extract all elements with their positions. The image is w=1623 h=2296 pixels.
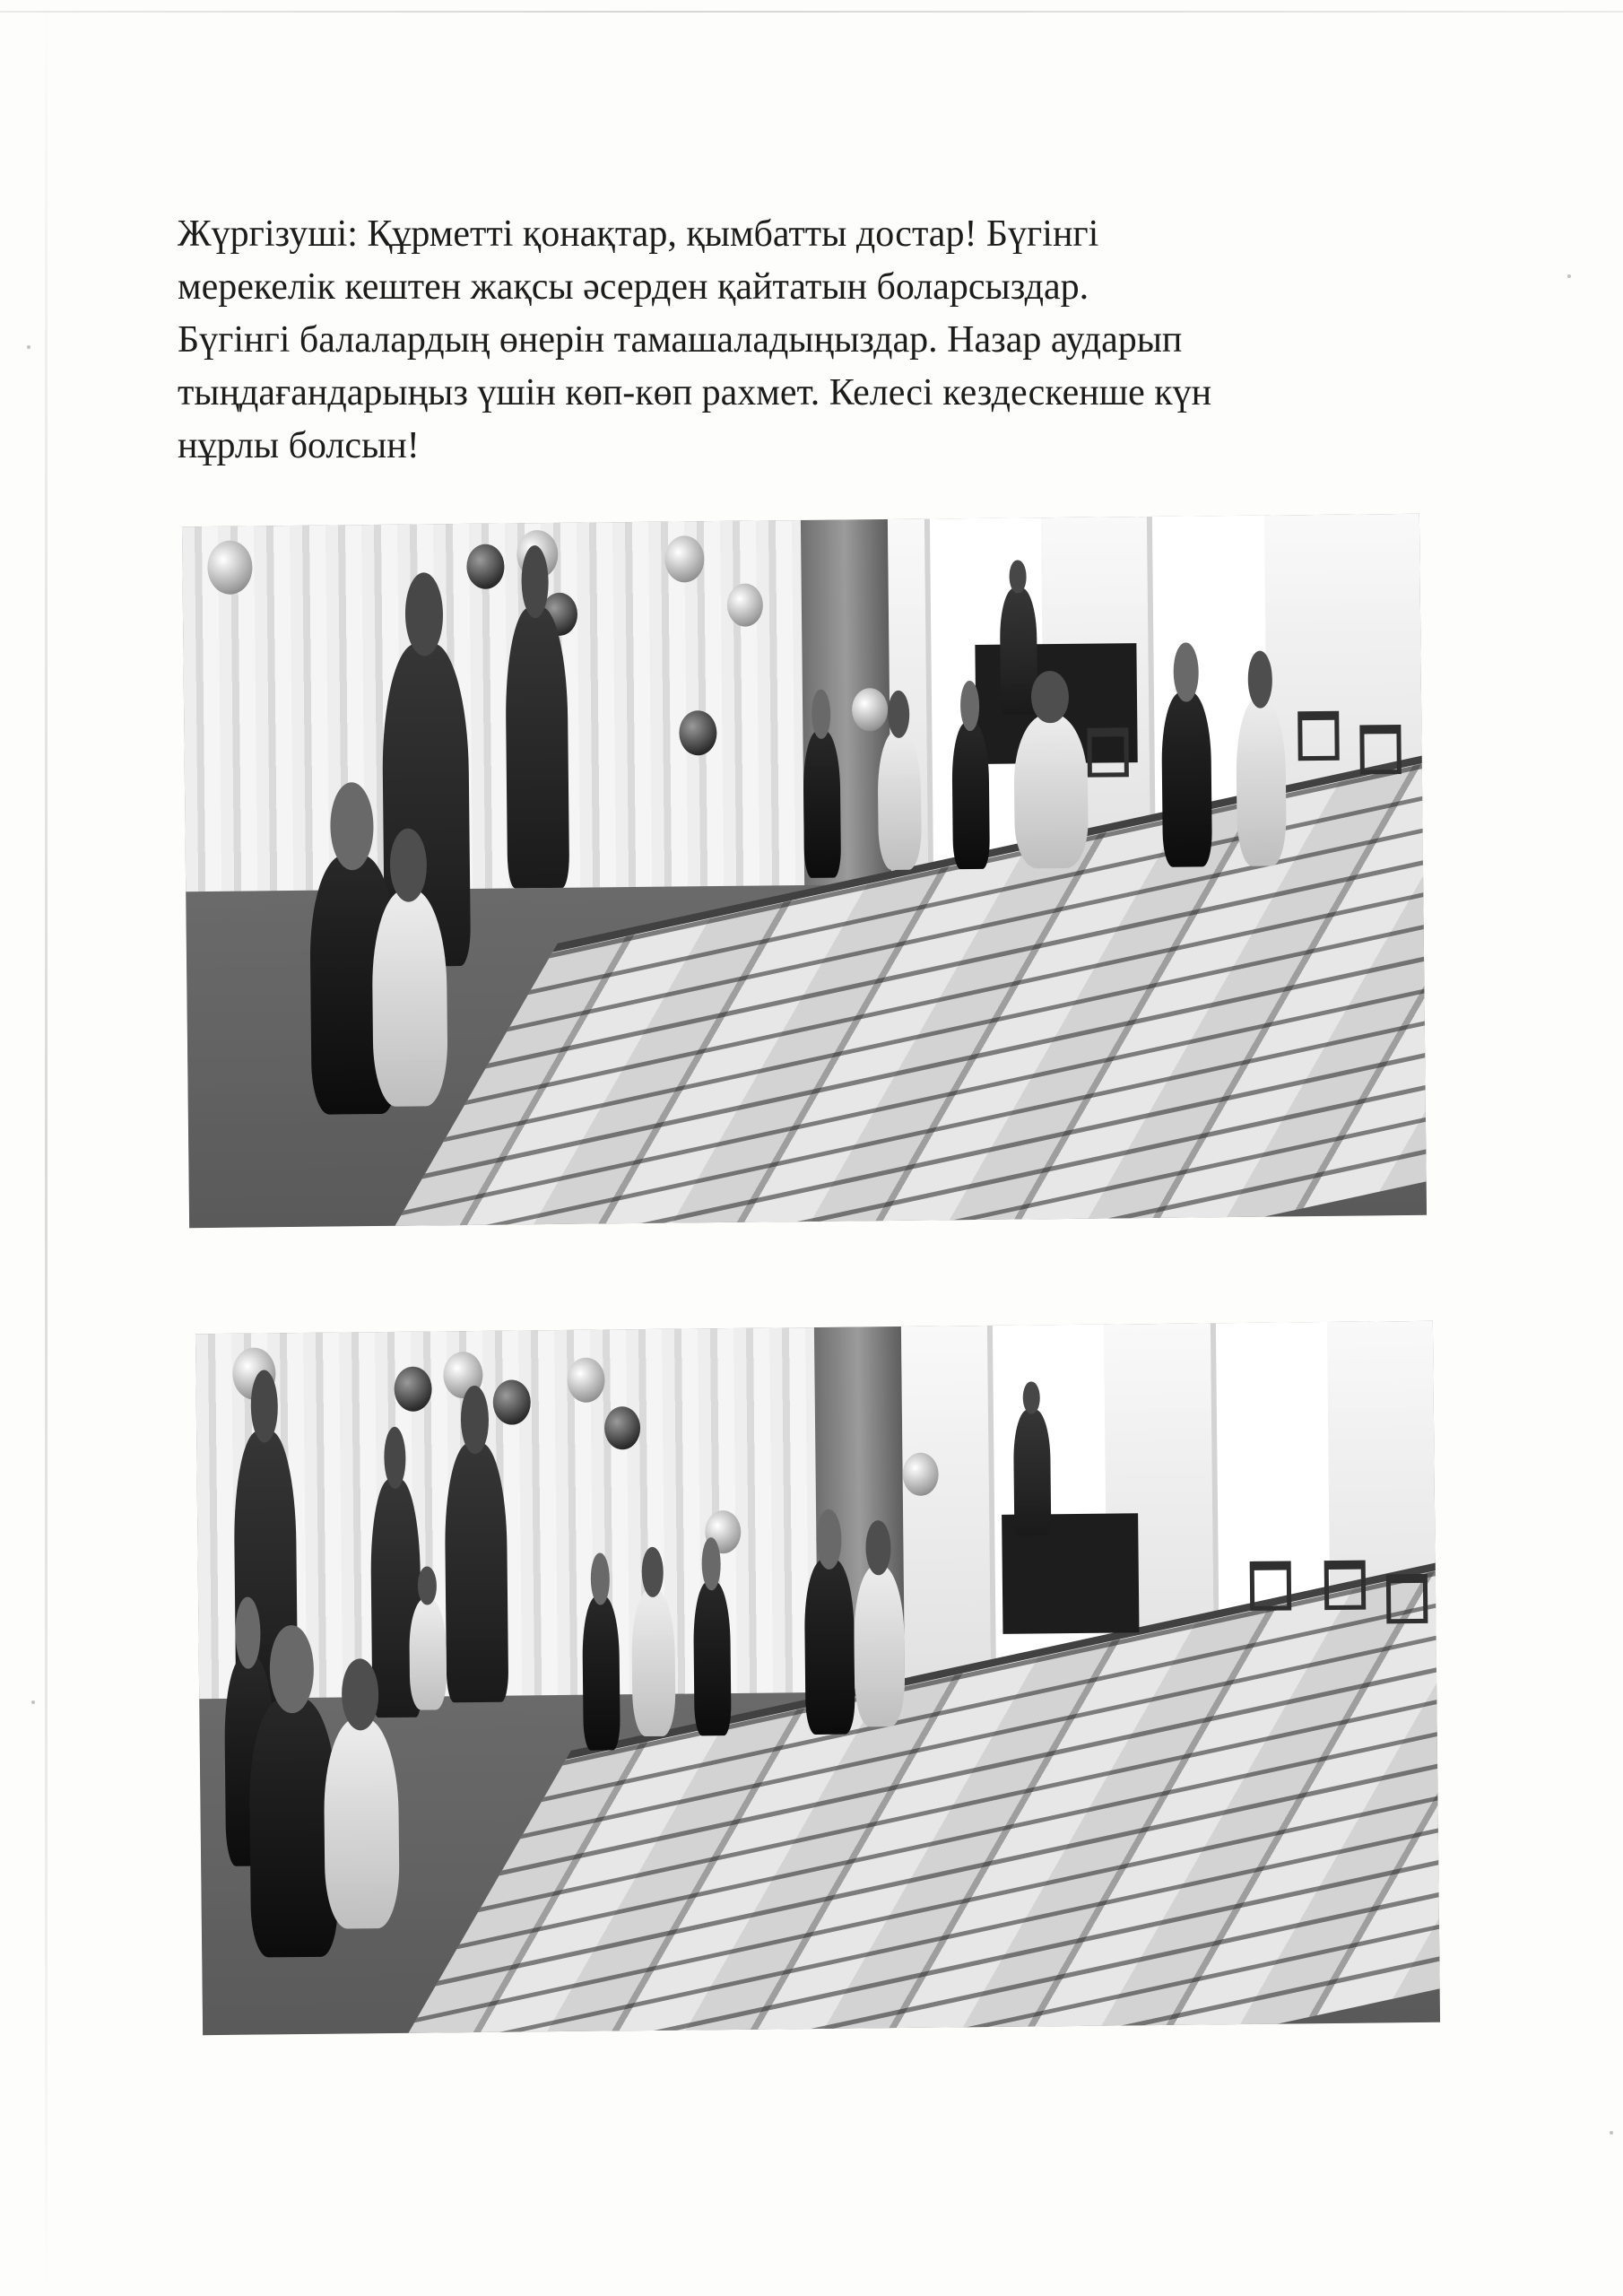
closing-speech-paragraph [178,208,1451,473]
paragraph-line: Жүргізуші: Құрметті қонақтар, қымбатты достар! Бүгінгі [178,213,1099,255]
scan-speck [1610,2131,1613,2135]
event-photo-2 [195,1321,1440,2035]
scan-speck [31,1700,35,1704]
scan-edge [45,0,48,2296]
paragraph-line: мерекелік кештен жақсы әсерден қайтатын боларсыздар. [178,266,1089,308]
event-photo-1 [182,514,1427,1228]
paragraph-line: нұрлы болсын! [178,425,420,466]
scan-speck [1567,274,1571,278]
scan-speck [27,345,30,349]
scan-edge [0,11,1623,13]
paragraph-line: тыңдағандарыңыз үшін көп-көп рахмет. Келесі кездескенше күн [178,372,1212,413]
paragraph-line: Бүгінгі балалардың өнерін тамашаладыңыздар. Назар аударып [178,319,1183,361]
